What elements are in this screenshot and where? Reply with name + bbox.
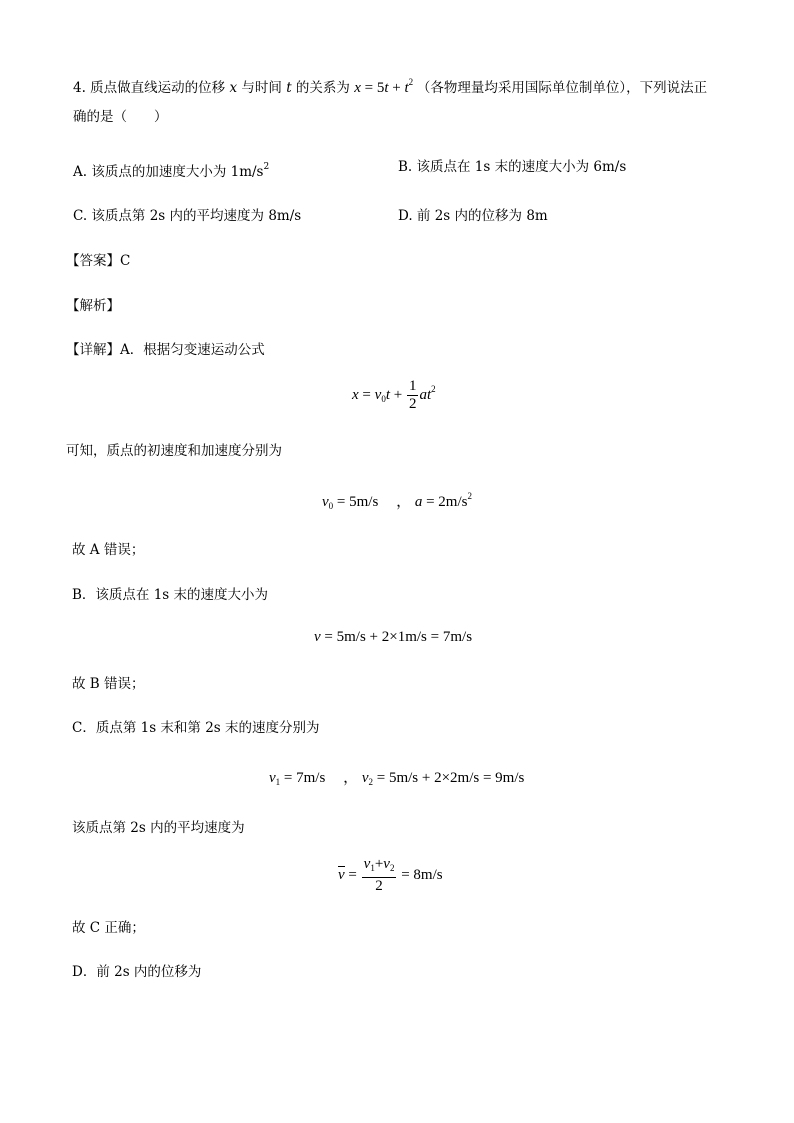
question-text-1: 4. 质点做直线运动的位移 <box>73 80 226 96</box>
analysis-label: 【解析】 <box>66 298 120 314</box>
option-d: D. 前 2s 内的位移为 8m <box>398 208 548 224</box>
detail-intro: 【详解】A．根据匀变速运动公式 <box>66 342 265 358</box>
detail-p2: 故 A 错误； <box>72 542 145 558</box>
question-formula: $x = 5t + t^2$ <box>354 77 414 96</box>
question-line-1 <box>73 72 707 98</box>
equation-velocities: $v_1 = 7m/s$ ， $v_2 = 5m/s + 2\times 2m/s = 9m/s$ <box>269 770 525 787</box>
answer-label: 【答案】C <box>66 253 131 269</box>
equation-displacement: $x = v_0t$ + $\frac{1}{2}$ $at^2$ <box>352 378 436 412</box>
fraction-average: $\frac{v_1+v_2}{2}$ <box>363 856 395 894</box>
option-b: B. 该质点在 1s 末的速度大小为 6m/s <box>398 159 627 175</box>
detail-p3: B．该质点在 1s 末的速度大小为 <box>72 587 269 603</box>
detail-p7: 故 C 正确； <box>72 920 145 936</box>
detail-p5: C．质点第 1s 末和第 2s 末的速度分别为 <box>72 720 320 736</box>
question-line-2: 确的是（ ） <box>73 109 168 125</box>
equation-velocity-1s: v = 5m/s + 2×1m/s = 7m/s <box>314 629 473 645</box>
option-a: A. 该质点的加速度大小为 $1m/s^2$ <box>73 162 270 180</box>
fraction-half: $\frac{1}{2}$ <box>408 378 417 412</box>
detail-p6: 该质点第 2s 内的平均速度为 <box>72 820 245 836</box>
variable-t: t <box>286 80 292 96</box>
detail-p4: 故 B 错误； <box>72 676 145 692</box>
detail-p8: D．前 2s 内的位移为 <box>72 964 202 980</box>
detail-p1: 可知，质点的初速度和加速度分别为 <box>66 443 282 459</box>
equation-initial-values: $v_0 = 5m/s$ ， $a = 2m/s^2$ <box>322 491 472 511</box>
equation-average-velocity: v = $\frac{v_1+v_2}{2}$ = 8m/s <box>338 856 443 894</box>
option-c: C. 该质点第 2s 内的平均速度为 8m/s <box>73 208 302 224</box>
question-text-4: （各物理量均采用国际单位制单位），下列说法正 <box>416 80 708 96</box>
question-text-2: 与时间 <box>241 80 282 96</box>
question-text-3: 的关系为 <box>295 80 350 96</box>
variable-x: x <box>229 80 238 96</box>
